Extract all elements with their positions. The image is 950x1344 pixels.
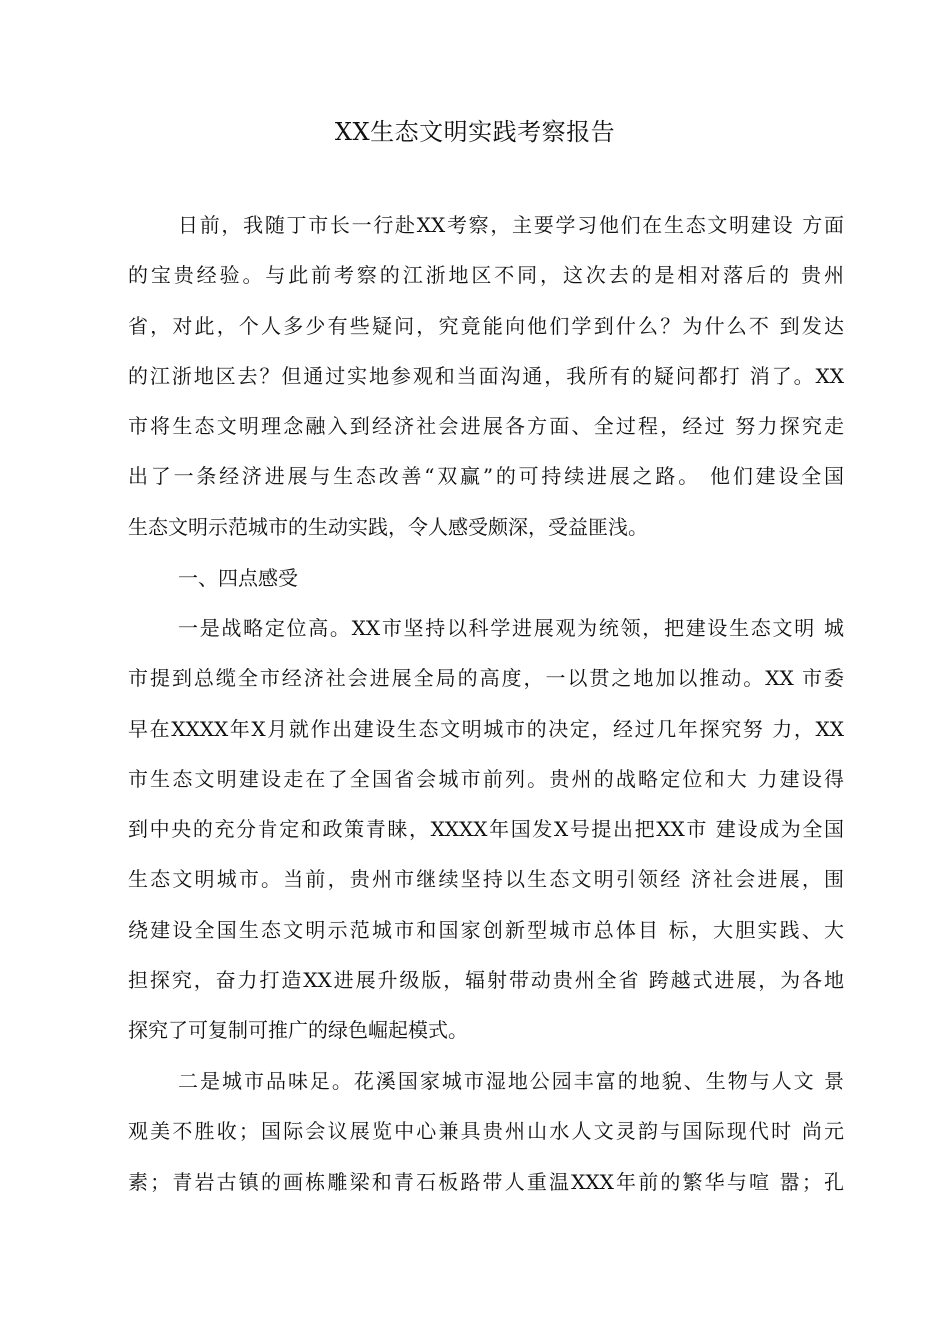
text-line: 生态文明城市。当前，贵州市继续坚持以生态文明引领经 济社会进展，围 bbox=[128, 867, 844, 892]
text-line: 出了一条经济进展与生态改善“双赢”的可持续进展之路。 他们建设全国 bbox=[128, 464, 844, 489]
text-line: 的宝贵经验。与此前考察的江浙地区不同，这次去的是相对落后的 贵州 bbox=[128, 263, 844, 288]
document-title: XX生态文明实践考察报告 bbox=[334, 118, 616, 146]
text-line: 探究了可复制可推广的绿色崛起模式。 bbox=[128, 1018, 468, 1043]
text-line: 省，对此，个人多少有些疑问，究竟能向他们学到什么？为什么不 到发达 bbox=[128, 313, 844, 338]
text-line: 市生态文明建设走在了全国省会城市前列。贵州的战略定位和大 力建设得 bbox=[128, 766, 844, 791]
text-line: 生态文明示范城市的生动实践，令人感受颇深，受益匪浅。 bbox=[128, 514, 648, 539]
text-line: 的江浙地区去？但通过实地参观和当面沟通，我所有的疑问都打 消了。XX bbox=[128, 363, 844, 388]
paragraph-strategy bbox=[128, 603, 844, 1056]
text-line: 素；青岩古镇的画栋雕梁和青石板路带人重温XXX年前的繁华与喧 嚣；孔 bbox=[128, 1169, 844, 1194]
text-line: 二是城市品味足。花溪国家城市湿地公园丰富的地貌、生物与人文 景 bbox=[178, 1069, 844, 1093]
text-line: 到中央的充分肯定和政策青睐，XXXX年国发X号提出把XX市 建设成为全国 bbox=[128, 817, 844, 842]
text-line: 市将生态文明理念融入到经济社会进展各方面、全过程，经过 努力探究走 bbox=[128, 414, 844, 439]
text-line: 一是战略定位高。XX市坚持以科学进展观为统领，把建设生态文明 城 bbox=[178, 616, 844, 640]
section-heading-container bbox=[128, 553, 844, 603]
paragraph-intro bbox=[128, 200, 844, 552]
text-line: 观美不胜收；国际会议展览中心兼具贵州山水人文灵韵与国际现代时 尚元 bbox=[128, 1119, 844, 1144]
text-line: 早在XXXX年X月就作出建设生态文明城市的决定，经过几年探究努 力，XX bbox=[128, 716, 844, 741]
text-line: 绕建设全国生态文明示范城市和国家创新型城市总体目 标，大胆实践、大 bbox=[128, 917, 844, 942]
text-line: 日前，我随丁市长一行赴XX考察，主要学习他们在生态文明建设 方面 bbox=[178, 213, 844, 237]
text-line: 市提到总缆全市经济社会进展全局的高度，一以贯之地加以推动。XX 市委 bbox=[128, 666, 844, 691]
paragraph-city-quality bbox=[128, 1056, 844, 1207]
section-heading: 一、四点感受 bbox=[178, 566, 298, 590]
text-line: 担探究，奋力打造XX进展升级版，辐射带动贵州全省 跨越式进展，为各地 bbox=[128, 968, 844, 993]
